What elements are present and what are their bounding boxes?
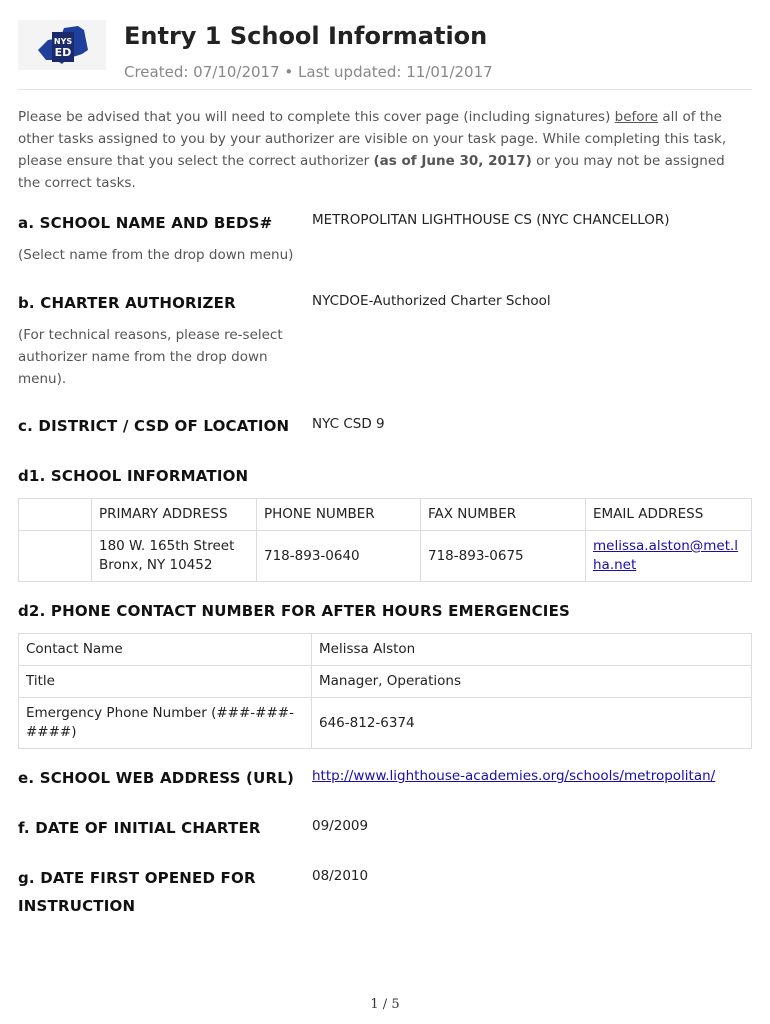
contact-name-label: Contact Name	[19, 634, 312, 666]
value-initial-charter-date: 09/2009	[312, 818, 369, 834]
email-link[interactable]: melissa.alston@met.lha.net	[593, 538, 739, 573]
table-header-row	[19, 499, 752, 531]
page-number: 1 / 5	[370, 997, 400, 1012]
emphasis-before: before	[614, 109, 659, 125]
contact-title-label: Title	[19, 666, 312, 698]
table-row	[19, 634, 752, 666]
help-school-name: (Select name from the drop down menu)	[18, 247, 294, 263]
label-web-address: e. SCHOOL WEB ADDRESS (URL)	[18, 769, 295, 787]
phone-cell: 718-893-0640	[257, 531, 421, 582]
page-title: Entry 1 School Information	[124, 22, 488, 50]
emergency-phone-label: Emergency Phone Number (###-###-####)	[19, 698, 312, 749]
address-cell: 180 W. 165th Street Bronx, NY 10452	[92, 531, 257, 582]
label-school-information: d1. SCHOOL INFORMATION	[18, 467, 249, 485]
svg-text:NYS: NYS	[53, 37, 73, 46]
table-row	[19, 531, 752, 582]
table-header-cell: PHONE NUMBER	[257, 499, 421, 531]
contact-name-value: Melissa Alston	[312, 634, 752, 666]
label-emergency-contact: d2. PHONE CONTACT NUMBER FOR AFTER HOURS EMERGENCIES	[18, 602, 571, 620]
created-updated-dates: Created: 07/10/2017 • Last updated: 11/01/2017	[124, 63, 493, 81]
fax-cell: 718-893-0675	[421, 531, 586, 582]
emphasis-date: (as of June 30, 2017)	[373, 153, 532, 169]
label-district: c. DISTRICT / CSD OF LOCATION	[18, 417, 290, 435]
contact-title-value: Manager, Operations	[312, 666, 752, 698]
label-initial-charter-date: f. DATE OF INITIAL CHARTER	[18, 819, 261, 837]
table-header-cell: FAX NUMBER	[421, 499, 586, 531]
nysed-logo	[18, 20, 106, 70]
email-cell	[586, 531, 752, 582]
school-information-table	[18, 498, 752, 582]
table-row	[19, 698, 752, 749]
value-date-first-opened: 08/2010	[312, 868, 369, 884]
table-header-cell: EMAIL ADDRESS	[586, 499, 752, 531]
label-school-name: a. SCHOOL NAME AND BEDS#	[18, 214, 273, 232]
table-header-cell	[19, 499, 92, 531]
table-header-cell: PRIMARY ADDRESS	[92, 499, 257, 531]
label-date-first-opened: g. DATE FIRST OPENED FOR INSTRUCTION	[18, 869, 256, 915]
page-header	[18, 18, 752, 90]
value-school-name: METROPOLITAN LIGHTHOUSE CS (NYC CHANCELLOR)	[312, 212, 670, 228]
table-row	[19, 666, 752, 698]
emergency-phone-value: 646-812-6374	[312, 698, 752, 749]
emergency-contact-table	[18, 633, 752, 749]
help-charter-authorizer: (For technical reasons, please re-select authorizer name from the drop down menu).	[18, 327, 283, 387]
svg-text:ED: ED	[54, 46, 72, 59]
row-header-cell	[19, 531, 92, 582]
value-charter-authorizer: NYCDOE-Authorized Charter School	[312, 293, 551, 309]
intro-paragraph: Please be advised that you will need to complete this cover page (including signatures) before all of the other tasks assigned to you by your authorizer are visible on your task page. While completing this task, please ensure that you select the correct authorizer (as of June 30, 2017) or you may not be assigned the correct tasks.	[18, 109, 727, 191]
value-district: NYC CSD 9	[312, 416, 385, 432]
label-charter-authorizer: b. CHARTER AUTHORIZER	[18, 294, 236, 312]
value-web-address	[312, 768, 715, 784]
web-address-link[interactable]: http://www.lighthouse-academies.org/schools/metropolitan/	[312, 768, 716, 784]
